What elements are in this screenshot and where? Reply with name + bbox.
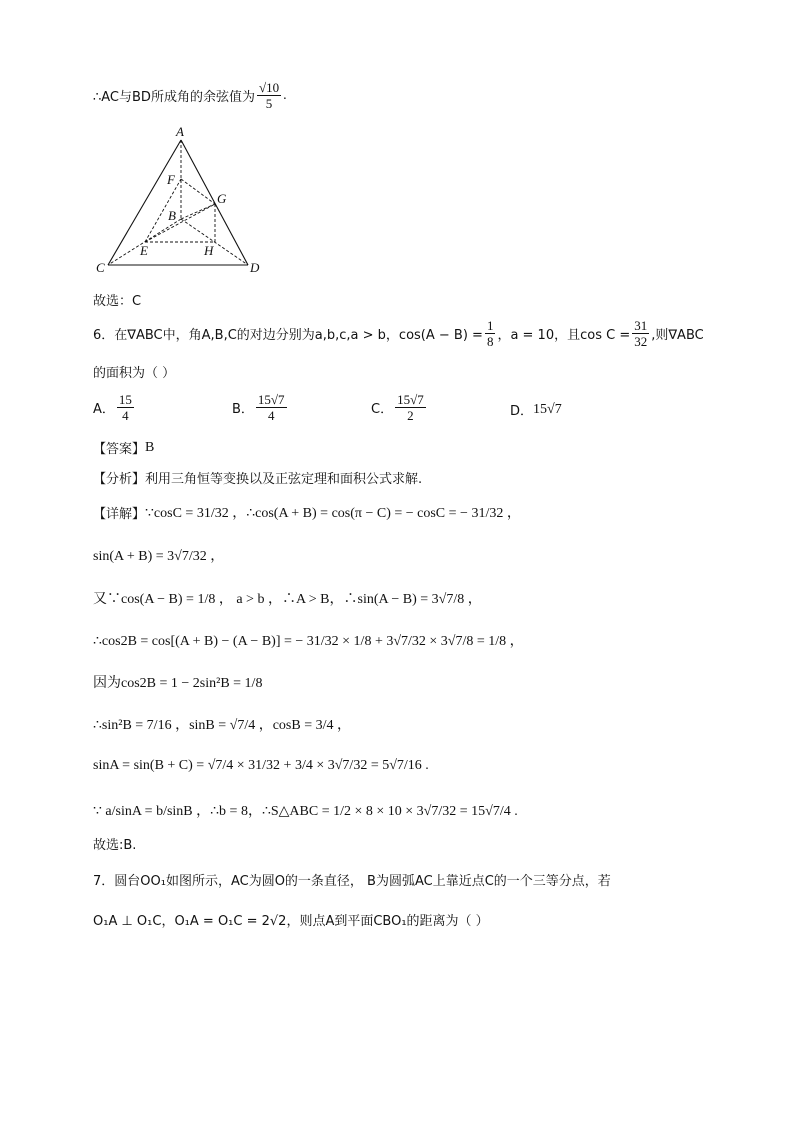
edge-AD	[181, 140, 248, 265]
detail-step-4: ∴cos2B = cos[(A + B) − (A − B)] = − 31/32 × 1/8 + 3√7/32 × 3√7/8 = 1/8 ，	[93, 634, 524, 649]
option-b-den: 4	[267, 408, 275, 423]
detail-label: 【详解】	[93, 506, 146, 522]
option-c-num: 15√7	[397, 392, 424, 407]
option-a-letter: A．	[93, 402, 115, 417]
label-D: D	[250, 260, 260, 274]
detail-step-2: sin(A + B) = 3√7/32 ，	[93, 549, 225, 564]
detail-step-1-text: ∵cosC = 31/32 ，∴cos(A + B) = cos(π − C) = − cosC = − 31/32 ，	[145, 506, 521, 521]
q6-option-a[interactable]	[93, 392, 136, 423]
option-c-letter: C．	[371, 402, 394, 417]
option-d-value: 15√7	[533, 401, 562, 417]
option-a-fraction	[117, 392, 134, 423]
label-G: G	[217, 191, 227, 206]
segment-BG	[181, 204, 215, 219]
option-c-fraction	[395, 392, 426, 423]
analysis-text: 利用三角恒等变换以及正弦定理和面积公式求解.	[145, 472, 423, 487]
option-a-num: 15	[118, 392, 132, 407]
q7-line1: 7．圆台OO₁如图所示，AC为圆O的一条直径， B为圆弧AC上靠近点C的一个三等分点，若	[93, 874, 611, 889]
option-c-den: 2	[407, 408, 414, 423]
cosine-result-end: .	[283, 87, 287, 103]
q6-stem-start: 6．在∇ABC中，角A,B,C的对边分别为a,b,c,a > b，cos(A − B) =	[93, 328, 483, 343]
q6-answer	[93, 438, 154, 457]
option-d-letter: D．	[510, 404, 534, 419]
label-F: F	[167, 172, 175, 187]
option-a-den: 4	[122, 408, 129, 423]
q6-analysis	[93, 468, 422, 487]
detail-step-8: ∵ a/sinA = b/sinB ，∴b = 8，∴S△ABC = 1/2 × 8 × 10 × 3√7/32 = 15√7/4 .	[93, 804, 518, 819]
cosine-fraction-den: 5	[265, 96, 273, 111]
segment-FG	[181, 179, 215, 204]
tetrahedron-figure	[90, 124, 280, 274]
q6-option-b[interactable]	[232, 392, 289, 423]
option-b-num: 15√7	[257, 392, 285, 407]
q6-line2: 的面积为（ ）	[93, 366, 176, 381]
analysis-label: 【分析】	[93, 472, 146, 487]
cosine-fraction	[257, 80, 281, 111]
q6-cond-fraction	[485, 318, 496, 349]
q6-cond-num: 1	[486, 318, 494, 333]
answer-value: B	[145, 439, 155, 455]
cosine-result-line	[93, 80, 287, 111]
q6-cosC-num: 31	[634, 318, 648, 333]
detail-step-6: ∴sin²B = 7/16 ，sinB = √7/4 ，cosB = 3/4 ，	[93, 718, 351, 733]
detail-step-7: sinA = sin(B + C) = √7/4 × 31/32 + 3/4 × 3√7/32 = 5√7/16 .	[93, 758, 429, 773]
q6-stem-end: ,则∇ABC	[651, 328, 704, 343]
q6-cosC-fraction	[632, 318, 649, 349]
label-B: B	[168, 208, 176, 223]
q7-line2: O₁A ⊥ O₁C，O₁A = O₁C = 2√2，则点A到平面CBO₁的距离为（ ）	[93, 914, 489, 929]
q6-stem-mid: ，a = 10，且cos C =	[497, 328, 631, 343]
detail-step-5: 因为cos2B = 1 − 2sin²B = 1/8	[93, 676, 263, 691]
q6-final-answer: 故选:B.	[93, 838, 137, 853]
answer-q5: 故选：C	[93, 294, 142, 309]
label-E: E	[140, 243, 148, 258]
answer-label: 【答案】	[93, 442, 146, 457]
detail-step-1	[93, 502, 521, 522]
label-C: C	[96, 260, 105, 274]
cosine-result-prefix: ∴AC与BD所成角的余弦值为	[93, 90, 255, 105]
label-H: H	[204, 243, 214, 258]
detail-step-3: 又∵cos(A − B) = 1/8 ， a > b ，∴A > B，∴sin(A − B) = 3√7/8 ，	[93, 592, 482, 607]
cosine-fraction-num: √10	[258, 80, 280, 95]
q6-cosC-den: 32	[634, 334, 648, 349]
label-A: A	[176, 124, 184, 139]
option-b-letter: B．	[232, 402, 254, 417]
q6-option-c[interactable]	[371, 392, 428, 423]
q6-line1	[93, 318, 704, 349]
q6-cond-den: 8	[486, 334, 494, 349]
option-b-fraction	[256, 392, 287, 423]
q6-option-d[interactable]	[510, 400, 562, 419]
